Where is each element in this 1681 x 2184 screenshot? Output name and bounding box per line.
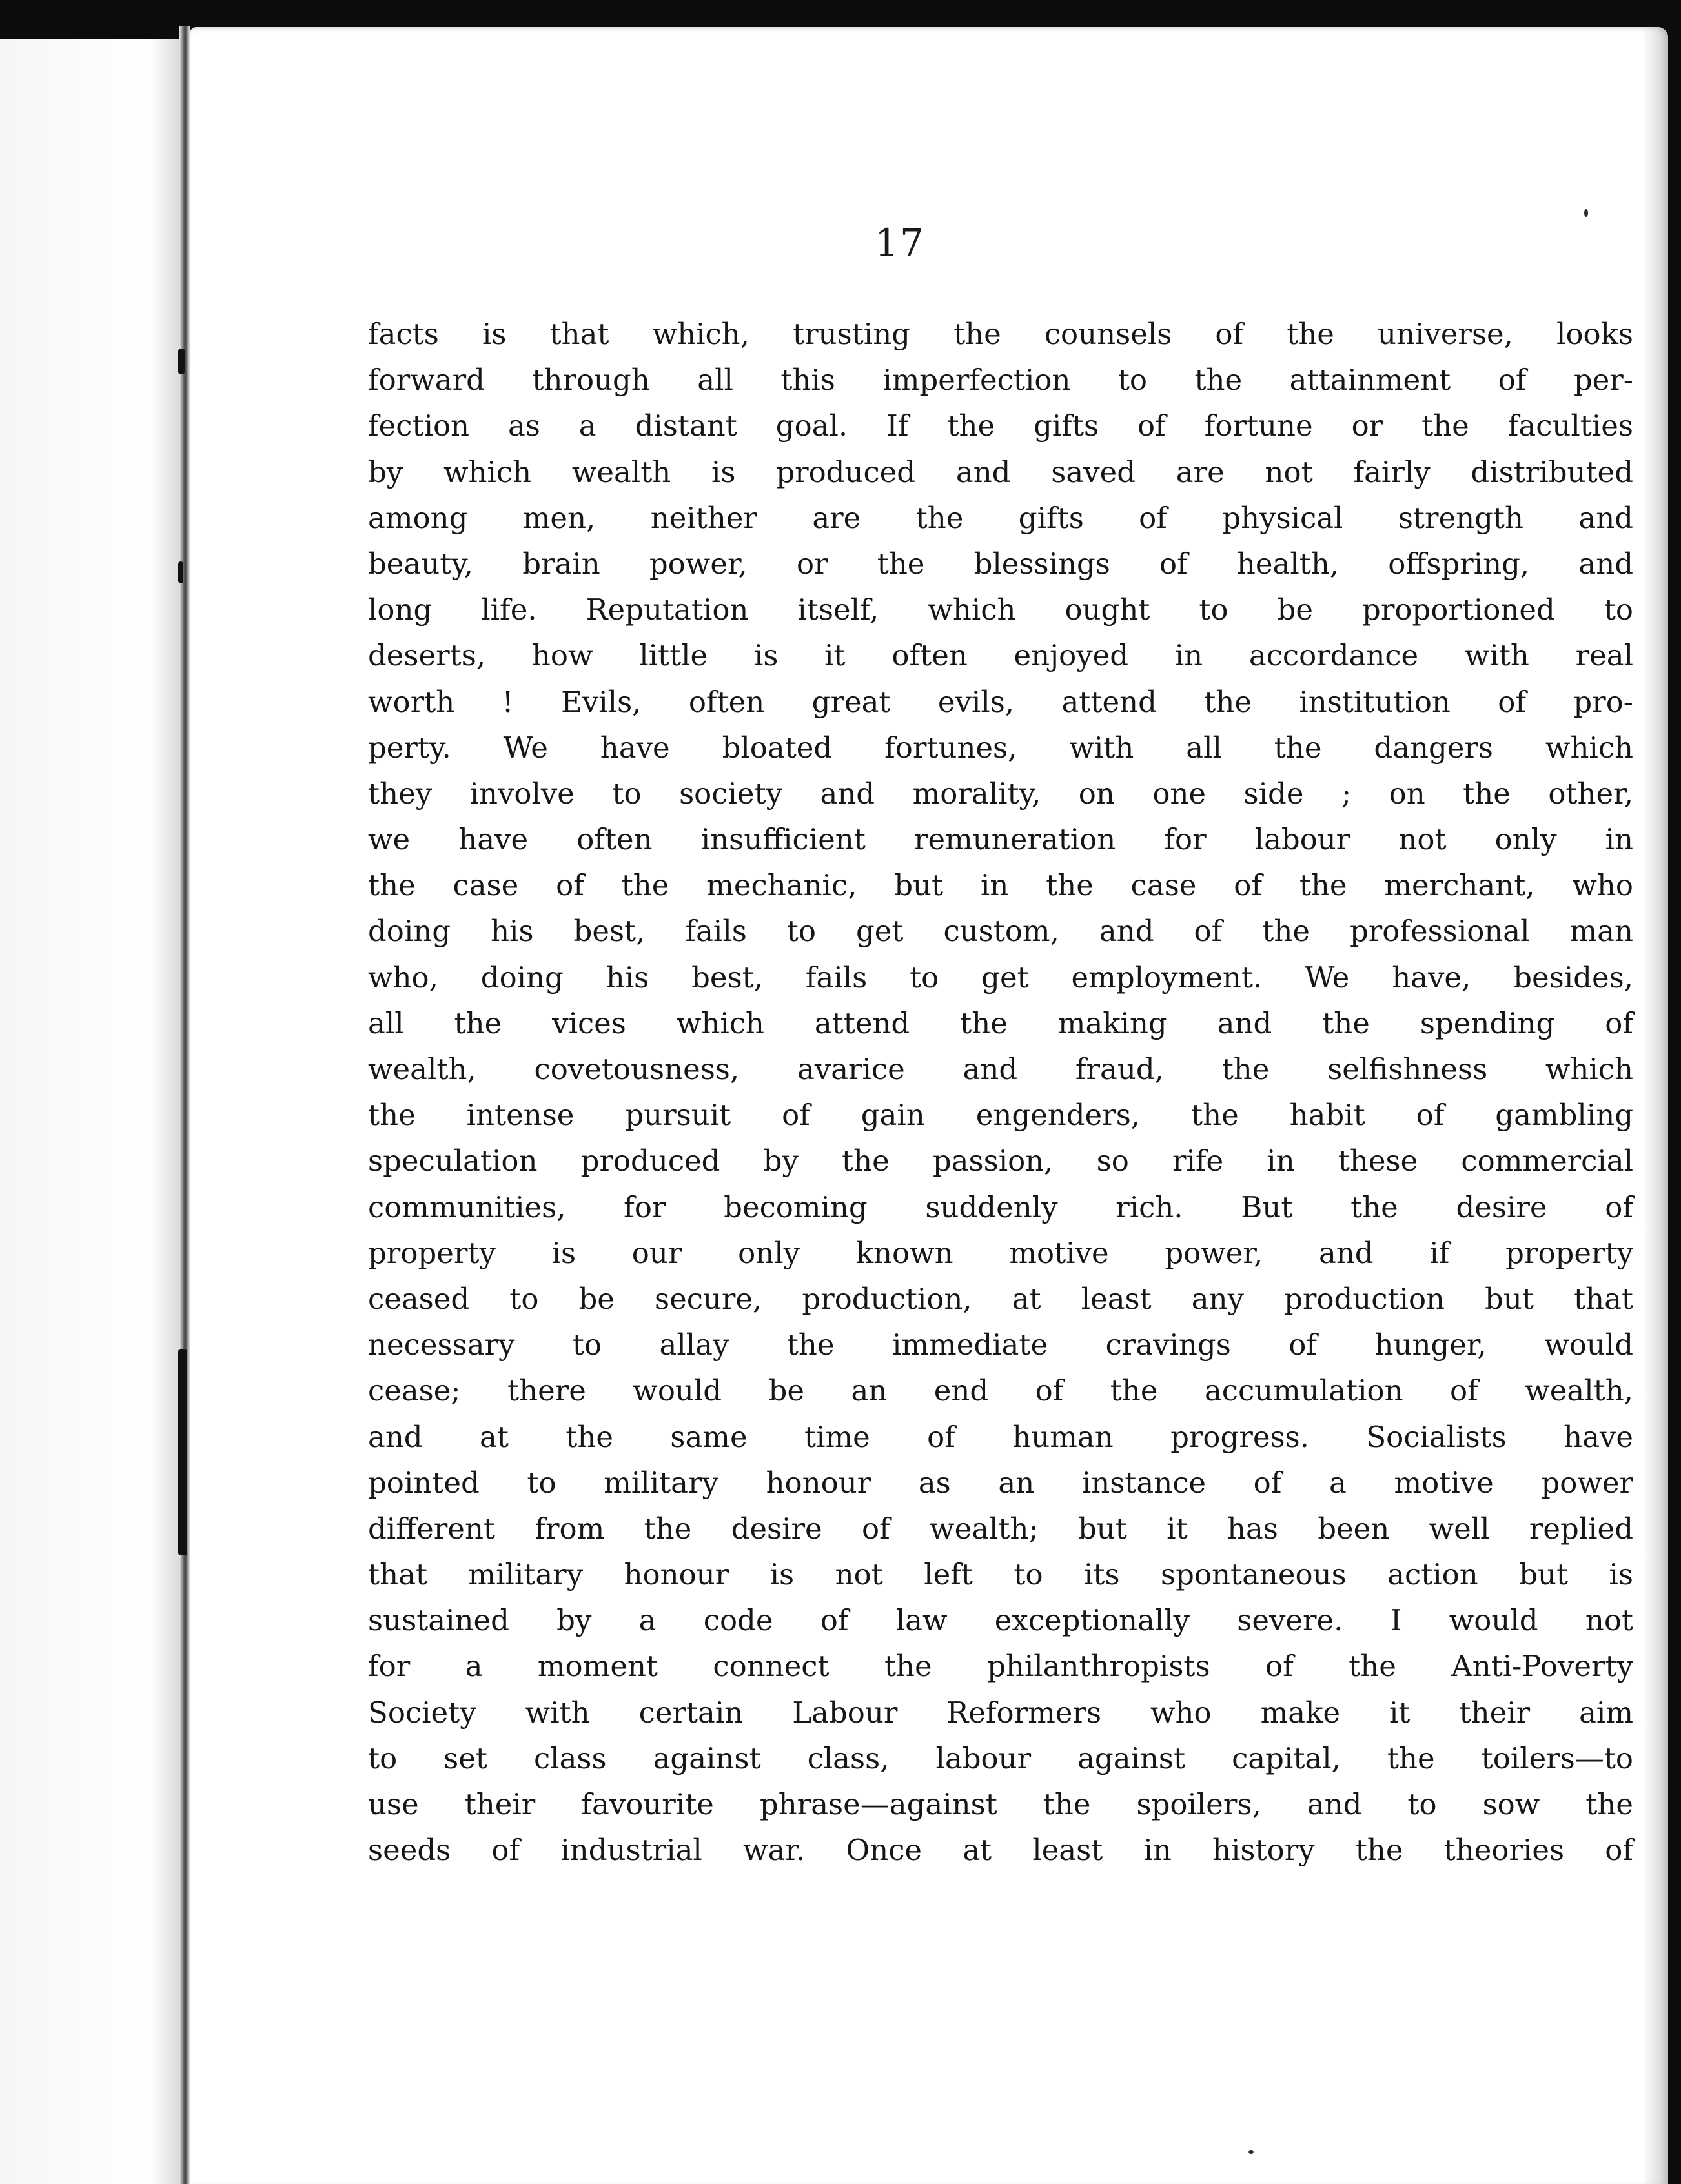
binding-mark: [178, 349, 185, 374]
text-line: all the vices which attend the making and the spending of: [368, 1006, 1633, 1040]
text-line: use their favourite phrase—against the spoilers, and to sow the: [368, 1787, 1633, 1821]
text-line: and at the same time of human progress. Socialists have: [368, 1419, 1633, 1454]
page-number: 17: [875, 221, 925, 265]
text-line: doing his best, fails to get custom, and of the professional man: [368, 914, 1633, 949]
text-line: they involve to society and morality, on one side ; on the other,: [368, 776, 1633, 811]
text-line: Society with certain Labour Reformers who make it their aim: [368, 1695, 1633, 1730]
body-text: [368, 311, 1633, 1873]
text-line: fection as a distant goal. If the gifts of fortune or the faculties: [368, 409, 1633, 443]
facing-page-edge: [0, 39, 187, 2184]
text-line: deserts, how little is it often enjoyed in accordance with real: [368, 638, 1633, 673]
text-line: who, doing his best, fails to get employment. We have, besides,: [368, 960, 1633, 995]
text-line: communities, for becoming suddenly rich. But the desire of: [368, 1189, 1633, 1224]
text-line: ceased to be secure, production, at least any production but that: [368, 1281, 1633, 1316]
binding-mark: [178, 561, 183, 583]
text-line: speculation produced by the passion, so rife in these commercial: [368, 1144, 1633, 1178]
text-line: beauty, brain power, or the blessings of health, offspring, and: [368, 546, 1633, 581]
ink-speck: [1584, 209, 1588, 217]
text-line: forward through all this imperfection to the attainment of per-: [368, 363, 1633, 398]
page-edge-shadow: [1642, 27, 1668, 2184]
ink-speck: [1248, 2150, 1254, 2154]
binding-mark: [178, 1349, 187, 1555]
text-line: worth ! Evils, often great evils, attend the institution of pro-: [368, 684, 1633, 719]
text-line: we have often insufficient remuneration for labour not only in: [368, 822, 1633, 857]
text-line: the case of the mechanic, but in the case of the merchant, who: [368, 868, 1633, 903]
text-line: perty. We have bloated fortunes, with all the dangers which: [368, 730, 1633, 765]
text-line: to set class against class, labour against capital, the toilers—to: [368, 1741, 1633, 1775]
text-line: by which wealth is produced and saved are not fairly distributed: [368, 454, 1633, 489]
text-line: facts is that which, trusting the counsels of the universe, looks: [368, 317, 1633, 351]
text-line: the intense pursuit of gain engenders, the habit of gambling: [368, 1098, 1633, 1133]
text-line: different from the desire of wealth; but it has been well replied: [368, 1511, 1633, 1546]
text-line: that military honour is not left to its spontaneous action but is: [368, 1557, 1633, 1592]
text-line: pointed to military honour as an instance of a motive power: [368, 1465, 1633, 1500]
text-line: property is our only known motive power, and if property: [368, 1235, 1633, 1270]
text-line: cease; there would be an end of the accumulation of wealth,: [368, 1373, 1633, 1408]
text-line: necessary to allay the immediate cravings of hunger, would: [368, 1328, 1633, 1362]
text-line: long life. Reputation itself, which ought to be proportioned to: [368, 592, 1633, 627]
text-line: among men, neither are the gifts of physical strength and: [368, 500, 1633, 535]
text-line: wealth, covetousness, avarice and fraud, the selfishness which: [368, 1052, 1633, 1086]
text-line: seeds of industrial war. Once at least in history the theories of: [368, 1833, 1633, 1868]
text-line: sustained by a code of law exceptionally severe. I would not: [368, 1603, 1633, 1638]
book-page: [190, 27, 1668, 2184]
text-line: for a moment connect the philanthropists of the Anti-Poverty: [368, 1649, 1633, 1684]
